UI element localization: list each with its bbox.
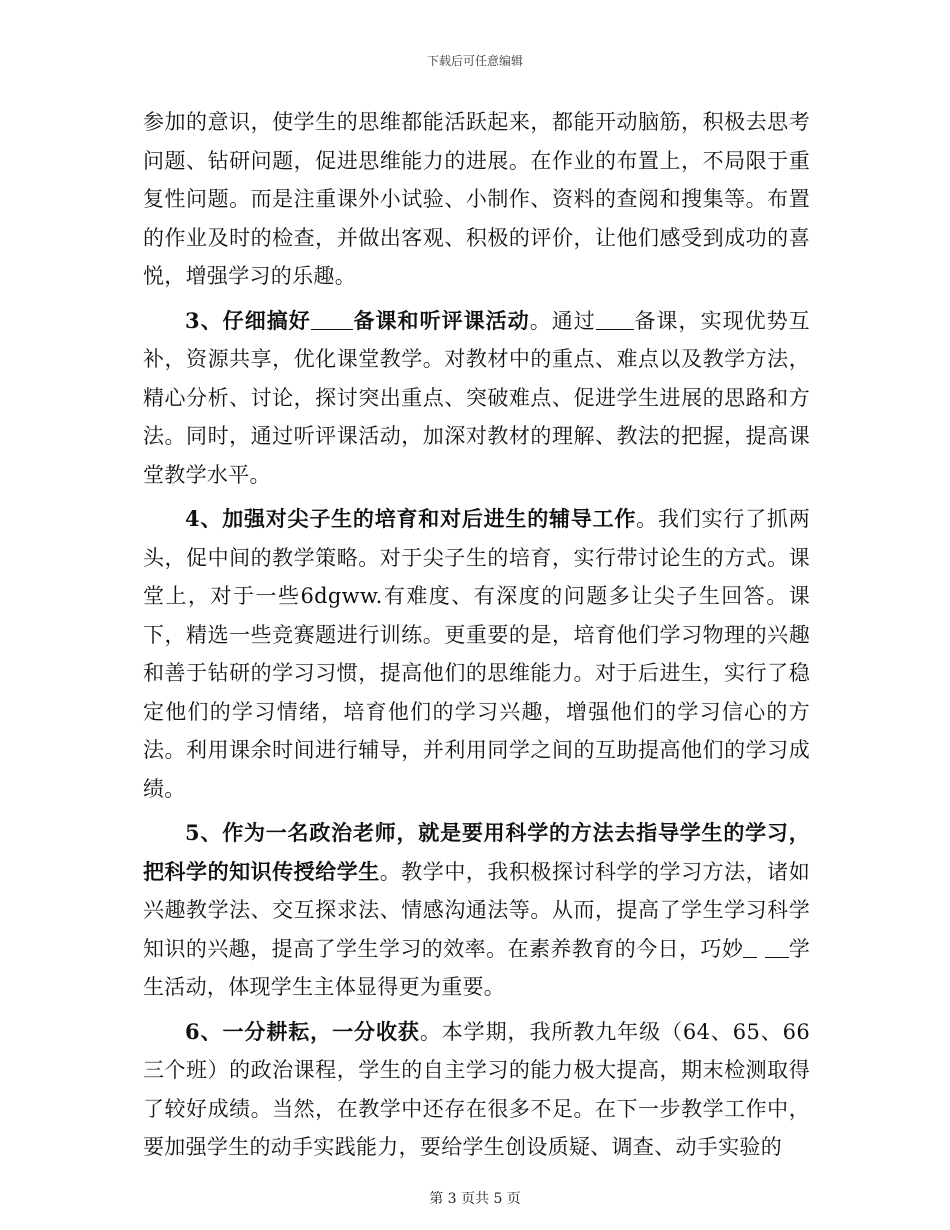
- paragraph-2-lead-a: 3、仔细搞好: [185, 307, 311, 333]
- paragraph-5-text: 。本学期，我所教九年级（64、65、66三个班）的政治课程，学生的自主学习的能力极大提高，期末检测取得了较好成绩。当然，在教学中还存在很多不足。在下一步教学工作中，要加强学生的动手实践能力，要给学生创设质疑、调查、动手实验的: [143, 1019, 810, 1159]
- paragraph-4-text-b: 学生活动，体现学生主体显得更为重要。: [143, 936, 810, 999]
- paragraph-4: [143, 814, 810, 1007]
- paragraph-4-lead: 5、作为一名政治老师，就是要用科学的方法去指导学生的学习，把科学的知识传授给学生: [143, 820, 810, 884]
- blank-line: [765, 937, 789, 958]
- paragraph-5: [143, 1013, 810, 1167]
- body-text: [143, 103, 810, 1173]
- blank-line: [596, 309, 634, 330]
- blank-line: [743, 937, 757, 958]
- paragraph-3-lead: 4、加强对尖子生的培育和对后进生的辅导工作: [185, 506, 637, 531]
- paragraph-3: [143, 500, 810, 808]
- paragraph-4-text-a: 。教学中，我积极探讨科学的学习方法，诸如兴趣教学法、交互探求法、情感沟通法等。从而，提高了学生学习科学知识的兴趣，提高了学生学习的效率。在素养教育的今日，巧妙: [143, 859, 810, 961]
- paragraph-5-lead: 6、一分耕耘，一分收获: [185, 1018, 420, 1044]
- paragraph-2: [143, 302, 810, 495]
- paragraph-2-text-a: 。通过: [529, 308, 596, 333]
- blank-line: [311, 309, 353, 330]
- page-header: 下载后可任意编辑: [426, 54, 523, 68]
- paragraph-1-text: 参加的意识，使学生的思维都能活跃起来，都能开动脑筋，积极去思考问题、钻研问题，促进思维能力的进展。在作业的布置上，不局限于重复性问题。而是注重课外小试验、小制作、资料的查阅和搜集等。布置的作业及时的检查，并做出客观、积极的评价，让他们感受到成功的喜悦，增强学习的乐趣。: [143, 110, 810, 288]
- paragraph-3-text: 。我们实行了抓两头，促中间的教学策略。对于尖子生的培育，实行带讨论生的方式。课堂上，对于一些6dgww.有难度、有深度的问题多让尖子生回答。课下，精选一些竞赛题进行训练。更重要的是，培育他们学习物理的兴趣和善于钻研的学习习惯，提高他们的思维能力。对于后进生，实行了稳定他们的学习情绪，培育他们的学习兴趣，增强他们的学习信心的方法。利用课余时间进行辅导，并利用同学之间的互助提高他们的学习成绩。: [143, 507, 810, 801]
- page-footer: 第 3 页共 5 页: [429, 1191, 521, 1207]
- paragraph-1: [143, 103, 810, 296]
- paragraph-2-lead-b: 备课和听评课活动: [352, 307, 530, 333]
- paragraph-2-text-b: 备课，实现优势互补，资源共享，优化课堂教学。对教材中的重点、难点以及教学方法，精心分析、讨论，探讨突出重点、突破难点、促进学生进展的思路和方法。同时，通过听评课活动，加深对教材的理解、教法的把握，提高课堂教学水平。: [143, 308, 810, 487]
